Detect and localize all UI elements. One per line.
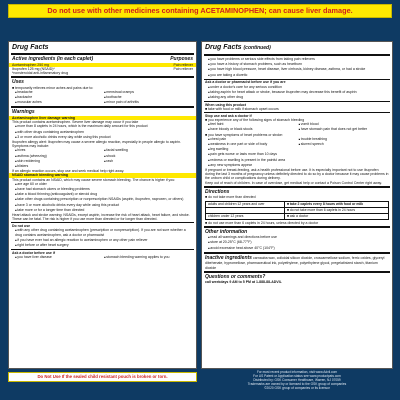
questions-text: call weekdays 9 AM to 5 PM at 1-888-88-ADVIL bbox=[205, 280, 282, 285]
list-item: ■ headache bbox=[15, 90, 104, 95]
divider bbox=[11, 249, 194, 250]
footer-line: Trademarks are owned by or licensed to the GSK group of companies bbox=[247, 382, 347, 386]
list-item: ■ read all warnings and directions before use bbox=[208, 235, 389, 240]
allergy-text: Ibuprofen allergy alert: Ibuprofen may cause a severe allergic reaction, especially in people allergic to aspirin. Symptoms may include: bbox=[12, 139, 182, 149]
list-item: ■ taking any other drug bbox=[208, 95, 389, 100]
allergy-end: If an allergic reaction occurs, stop use and seek medical help right away. bbox=[12, 169, 125, 174]
uses-list bbox=[9, 90, 196, 106]
divider bbox=[204, 226, 390, 228]
list-item: ■ you have high blood pressure, heart disease, liver cirrhosis, kidney disease, asthma, or had a stroke bbox=[208, 67, 389, 72]
list-item: ■ feel faint bbox=[208, 122, 299, 127]
ask-pharmacist-bullets bbox=[202, 85, 392, 101]
footer-line: For most recent product information, visit www.Advil.com bbox=[256, 370, 338, 374]
table-cell: adults and children 12 years and over bbox=[206, 201, 285, 207]
list-item: ■ backache bbox=[15, 95, 104, 100]
drug-facts-panel-right bbox=[201, 41, 393, 369]
stop-use-text: ■ you experience any of the following signs of stomach bleeding bbox=[205, 118, 305, 123]
warning-banner bbox=[0, 0, 400, 22]
inactive-ingredients: Inactive ingredients carnauba wax, colloidal silicon dioxide, croscarmellose sodium, ferric oxides, glyceryl dibehenate, hypromellose, pharmaceutical ink, polyethylene, polyethylene glycol, pregelatinized starch, titanium dioxide bbox=[205, 254, 385, 270]
directions-table bbox=[205, 201, 389, 220]
do-not-use-bullets bbox=[9, 228, 196, 248]
divider bbox=[204, 101, 390, 102]
ask-doctor-list bbox=[9, 255, 196, 260]
keep-out-text: Keep out of reach of children. In case of overdose, get medical help or contact a Poison Control Center right away. bbox=[205, 180, 382, 185]
table-row bbox=[206, 213, 389, 219]
list-item: ■ slurred speech bbox=[299, 142, 390, 147]
list-item: ■ store at 20-25°C (68-77°F) bbox=[208, 240, 389, 245]
list-item: ■ under a doctor's care for any serious condition bbox=[208, 85, 389, 90]
list-item: ■ any new symptoms appear bbox=[208, 163, 389, 168]
list-item: ■ more than 8 caplets in 24 hours, which is the maximum daily amount for this product bbox=[15, 124, 193, 129]
ask-pharmacist-header: Ask a doctor or pharmacist before use if you are bbox=[205, 80, 286, 85]
panel-title: Drug Facts bbox=[12, 44, 49, 51]
when-using-text: ■ take with food or milk if stomach upset occurs bbox=[205, 107, 279, 112]
list-item: ■ rash bbox=[104, 159, 193, 164]
pregnancy-text: If pregnant or breast-feeding, ask a health professional before use. It is especially important not to use ibuprofen during the last 3 months of pregnancy unless definitely directed to do so by a doctor because it may cause problems in the unborn child or complications during delivery. bbox=[205, 168, 389, 181]
ingredient-row: Acetaminophen 250 mg Pain reliever bbox=[9, 63, 196, 67]
ask-doctor-header: Ask a doctor before use if bbox=[12, 250, 55, 255]
directions-intro: ■ do not take more than directed bbox=[205, 195, 256, 200]
divider bbox=[11, 222, 194, 223]
list-item: ■ 3 or more alcoholic drinks every day while using this product bbox=[15, 135, 193, 140]
list-item: ■ avoid excessive heat above 40°C (104°F) bbox=[208, 246, 389, 251]
list-item: ■ muscular aches bbox=[15, 100, 104, 105]
divider bbox=[11, 106, 194, 108]
when-using-header: When using this product bbox=[205, 102, 247, 107]
list-item: ■ you have liver disease bbox=[15, 255, 104, 260]
active-ingredients-header: Active ingredients (in each caplet) Purposes bbox=[12, 56, 193, 62]
stomach-warning-text: This product contains an NSAID, which may cause severe stomach bleeding. The chance is higher if you: bbox=[12, 177, 176, 182]
list-item: ■ with any other drug containing acetaminophen (prescription or nonprescription). If you are not sure whether a drug contains acetaminophen, ask a doctor or pharmacist bbox=[15, 228, 193, 237]
ask-doctor-continued bbox=[202, 57, 392, 78]
list-item: ■ stomach bleeding warning applies to you bbox=[104, 255, 193, 260]
list-item: ■ are age 60 or older bbox=[15, 182, 193, 187]
banner-text: Do not use with other medicines containing ACETAMINOPHEN; can cause liver damage. bbox=[8, 4, 392, 18]
panel-title: Drug Facts (continued) bbox=[205, 44, 271, 51]
list-item: ■ asthma (wheezing) bbox=[15, 154, 104, 159]
list-item: ■ have had stomach ulcers or bleeding problems bbox=[15, 187, 193, 192]
table-cell: ■ ask a doctor bbox=[284, 213, 388, 219]
footer-line: Distributed by: GSK Consumer Healthcare, Warren, NJ 07059 bbox=[253, 378, 341, 382]
list-item: ■ blisters bbox=[15, 164, 104, 169]
list-item: ■ right before or after heart surgery bbox=[15, 243, 193, 248]
questions-header: Questions or comments? bbox=[205, 273, 266, 280]
list-item: ■ trouble breathing bbox=[299, 137, 390, 142]
uses-header: Uses bbox=[12, 79, 24, 86]
stop-use-more bbox=[202, 152, 392, 168]
list-item: ■ vomit blood bbox=[299, 122, 390, 127]
divider bbox=[204, 252, 390, 254]
list-item: ■ you have problems or serious side effects from taking pain relievers bbox=[208, 57, 389, 62]
divider bbox=[204, 54, 390, 56]
list-item: ■ toothache bbox=[104, 95, 193, 100]
footer bbox=[201, 370, 393, 390]
do-not-use-header: Do not use bbox=[12, 223, 31, 228]
list-item: ■ take more or for a longer time than directed bbox=[15, 208, 193, 213]
heart-warning: Heart attack and stroke warning: NSAIDs, except aspirin, increase the risk of heart attack, heart failure, and stroke. These can be fatal. The risk is higher if you use more than directed or for longer than directed. bbox=[12, 212, 190, 222]
divider bbox=[11, 53, 194, 55]
list-item: ■ taking aspirin for heart attack or stroke, because ibuprofen may decrease this benefit of aspirin bbox=[208, 90, 389, 95]
stomach-bullets bbox=[9, 182, 196, 213]
list-item: ■ if you have ever had an allergic reaction to acetaminophen or any other pain reliever bbox=[15, 238, 193, 243]
divider bbox=[204, 79, 390, 80]
divider bbox=[204, 186, 390, 188]
nsaid-note: *nonsteroidal anti-inflammatory drug bbox=[12, 70, 69, 75]
directions-note: ■ do not use more than 6 caplets in 24 hours, unless directed by a doctor bbox=[205, 220, 319, 225]
list-item: ■ skin reddening bbox=[15, 159, 104, 164]
heart-signs-text: ■ you have symptoms of heart problems or stroke: bbox=[205, 132, 283, 137]
footer-line: For US Patent or Application status see www.productpats.com bbox=[253, 374, 341, 378]
divider bbox=[204, 271, 390, 273]
list-item: ■ hives bbox=[15, 148, 104, 153]
drug-facts-panel-left bbox=[8, 41, 197, 369]
warnings-header: Warnings bbox=[12, 109, 35, 116]
list-item: ■ have bloody or black stools bbox=[208, 127, 299, 132]
liver-warning-text: This product contains acetaminophen. Severe liver damage may occur if you take bbox=[12, 120, 139, 125]
liver-warning-label: Acetaminophen liver damage warning bbox=[9, 116, 196, 120]
other-info-header: Other information bbox=[205, 228, 248, 235]
other-info-bullets bbox=[202, 235, 392, 251]
list-item: ■ shock bbox=[104, 154, 193, 159]
list-item: ■ with other drugs containing acetaminophen bbox=[15, 130, 193, 135]
bleeding-signs bbox=[202, 122, 392, 132]
ingredient-row: Ibuprofen 125 mg (NSAID)* Pain reliever bbox=[12, 66, 193, 71]
tamper-notice: Do Not Use If the sealed child resistant pouch is broken or torn. bbox=[8, 372, 197, 382]
list-item: ■ chest pain bbox=[208, 137, 299, 142]
list-item: ■ minor pain of arthritis bbox=[104, 100, 193, 105]
divider bbox=[11, 76, 194, 78]
uses-text: ■ temporarily relieves minor aches and pains due to: bbox=[12, 85, 94, 90]
list-item: ■ weakness in one part or side of body bbox=[208, 142, 299, 147]
table-cell: children under 12 years bbox=[206, 213, 285, 219]
stop-use-header: Stop use and ask a doctor if bbox=[205, 113, 252, 118]
liver-bullets bbox=[9, 124, 196, 140]
list-item: ■ have 3 or more alcoholic drinks every day while using this product bbox=[15, 203, 193, 208]
list-item: ■ have stomach pain that does not get better bbox=[299, 127, 390, 132]
list-item: ■ menstrual cramps bbox=[104, 90, 193, 95]
list-item: ■ leg swelling bbox=[208, 147, 299, 152]
list-item: ■ take other drugs containing prescription or nonprescription NSAIDs (aspirin, ibuprofen, naproxen, or others) bbox=[15, 197, 193, 202]
table-cell: ■ take 2 caplets every 8 hours with food or milk bbox=[284, 201, 388, 207]
list-item: ■ pain gets worse or lasts more than 10 days bbox=[208, 152, 389, 157]
list-item: ■ you are taking a diuretic bbox=[208, 73, 389, 78]
heart-signs bbox=[202, 137, 392, 153]
list-item: ■ redness or swelling is present in the painful area bbox=[208, 158, 389, 163]
list-item: ■ take a blood thinning (anticoagulant) or steroid drug bbox=[15, 192, 193, 197]
stomach-warning-label: NSAID stomach bleeding warning bbox=[9, 173, 196, 177]
allergy-list bbox=[9, 148, 196, 169]
divider bbox=[204, 112, 390, 113]
footer-line: ©2020 GSK group of companies or its licensor bbox=[264, 386, 330, 390]
table-cell: ■ do not take more than 6 caplets in 24 hours bbox=[284, 207, 388, 213]
list-item: ■ you have a history of stomach problems, such as heartburn bbox=[208, 62, 389, 67]
directions-header: Directions bbox=[205, 188, 230, 195]
list-item: ■ facial swelling bbox=[104, 148, 193, 153]
